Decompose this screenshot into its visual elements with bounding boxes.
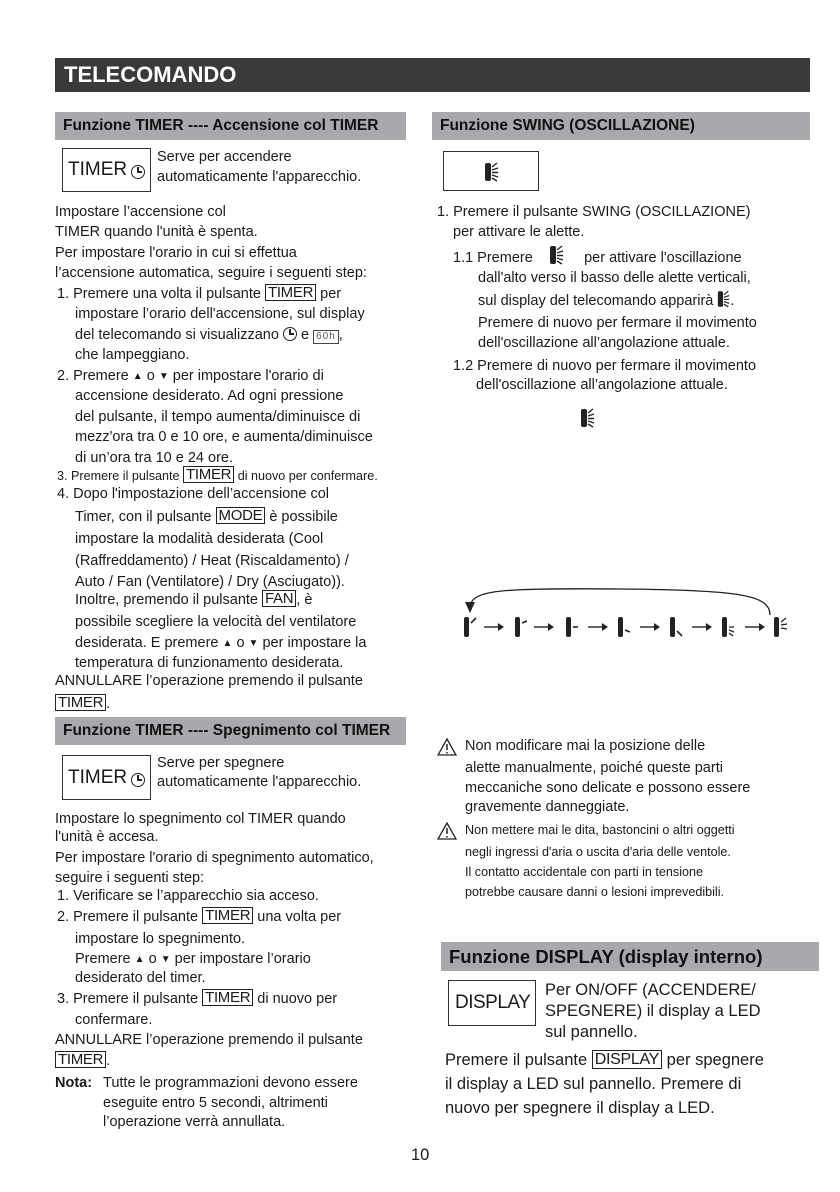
timer-key: TIMER — [55, 694, 106, 711]
text-line — [55, 1051, 110, 1071]
up-arrow-icon: ▲ — [222, 638, 233, 649]
step-3 — [57, 989, 337, 1009]
text: Timer, con il pulsante — [75, 509, 212, 525]
text: 1. Premere una volta il pulsante — [57, 286, 261, 302]
timer-key: TIMER — [265, 284, 316, 301]
swing-icon — [484, 162, 499, 182]
text-line: Per impostare l'orario in cui si effettua — [55, 245, 297, 261]
text: o — [148, 951, 157, 967]
text-line: il display a LED sul pannello. Premere di — [445, 1075, 742, 1093]
warning-line: alette manualmente, poiché queste parti — [465, 760, 723, 776]
display-button-illustration — [448, 980, 536, 1026]
swing-icon — [549, 245, 564, 265]
desc-line: Serve per accendere — [157, 149, 292, 165]
text: 3. Premere il pulsante — [57, 991, 199, 1007]
section-header-timer-off: Funzione TIMER ---- Spegnimento col TIMER — [55, 717, 406, 745]
text-line — [75, 507, 338, 527]
note-label: Nota: — [55, 1075, 93, 1091]
clock-icon — [131, 773, 145, 787]
text-line: Auto / Fan (Ventilatore) / Dry (Asciugato)). — [75, 574, 345, 590]
text: Premere il pulsante — [445, 1051, 588, 1069]
section-header-timer-on: Funzione TIMER ---- Accensione col TIMER — [55, 112, 406, 140]
desc-line: automaticamente l'apparecchio. — [157, 774, 362, 790]
text-line: dell'oscillazione all’angolazione attuale. — [476, 377, 728, 393]
text-line: ANNULLARE l’operazione premendo il pulsante — [55, 1032, 363, 1048]
desc-line: Per ON/OFF (ACCENDERE/ — [545, 981, 756, 999]
swing-icon — [717, 290, 730, 308]
text-line: l’accensione automatica, seguire i seguenti step: — [55, 265, 367, 281]
text: . — [730, 293, 735, 309]
timer-key: TIMER — [55, 1051, 106, 1068]
page-number: 10 — [411, 1146, 430, 1164]
text: sul display del telecomando apparirà — [478, 293, 714, 309]
note-line: eseguite entro 5 secondi, altrimenti — [103, 1095, 328, 1111]
text: 2. Premere — [57, 368, 129, 384]
text-line: desiderato del timer. — [75, 970, 206, 986]
text-line: seguire i seguenti step: — [55, 870, 205, 886]
warning-icon — [437, 822, 457, 840]
display-button-label: DISPLAY — [455, 992, 531, 1013]
step-2 — [57, 907, 341, 927]
up-arrow-icon: ▲ — [134, 954, 145, 965]
text: desiderata. E premere — [75, 635, 219, 651]
timer-button-label: TIMER — [68, 767, 128, 788]
text-line: nuovo per spegnere il display a LED. — [445, 1099, 715, 1117]
text: del telecomando si visualizzano — [75, 327, 279, 343]
warning-line: negli ingressi d'aria o uscita d'aria delle ventole. — [465, 845, 731, 859]
text: o — [236, 635, 245, 651]
text: una volta per — [257, 909, 342, 925]
louver-position-sequence-diagram — [440, 575, 790, 645]
text-line: confermare. — [75, 1012, 153, 1028]
text-line: dall'alto verso il basso delle alette verticali, — [478, 270, 751, 286]
timer-button-illustration — [62, 755, 151, 800]
text: per spegnere — [666, 1051, 764, 1069]
text-line: ANNULLARE l’operazione premendo il pulsante — [55, 673, 363, 689]
text-line: possibile scegliere la velocità del ventilatore — [75, 614, 357, 630]
text: Inoltre, premendo il pulsante — [75, 592, 258, 608]
swing-button-illustration — [443, 151, 539, 191]
timer-button-illustration — [62, 148, 151, 192]
warning-line: Non modificare mai la posizione delle — [465, 738, 706, 754]
page-title: TELECOMANDO — [55, 58, 810, 92]
text-line: temperatura di funzionamento desiderata. — [75, 655, 344, 671]
loop-arrowhead — [465, 602, 475, 613]
text: di nuovo per — [257, 991, 338, 1007]
text: per — [320, 286, 342, 302]
display-readout: 60h — [313, 330, 339, 344]
text-line: impostare la modalità desiderata (Cool — [75, 531, 324, 547]
text-line — [75, 325, 343, 345]
timer-button-label: TIMER — [68, 159, 128, 180]
text-line: impostare lo spegnimento. — [75, 931, 246, 947]
text-line: per attivare le alette. — [453, 224, 585, 240]
up-arrow-icon: ▲ — [132, 371, 143, 382]
desc-line: automaticamente l'apparecchio. — [157, 169, 362, 185]
text-line — [75, 590, 312, 610]
warning-line: gravemente danneggiate. — [465, 799, 630, 815]
text-line: TIMER quando l'unità è spenta. — [55, 224, 258, 240]
text-line: impostare l’orario dell'accensione, sul display — [75, 306, 365, 322]
step-2 — [57, 366, 324, 387]
down-arrow-icon: ▼ — [248, 638, 259, 649]
text-line: accensione desiderato. Ad ogni pressione — [75, 388, 344, 404]
text: di nuovo per confermare. — [237, 469, 378, 483]
text-line: Impostare l’accensione col — [55, 204, 226, 220]
text: per impostare l'orario di — [172, 368, 324, 384]
step-1-1 — [453, 245, 742, 268]
note-line: Tutte le programmazioni devono essere — [103, 1075, 358, 1091]
text: 3. Premere il pulsante — [57, 469, 180, 483]
text-line: Per impostare l'orario di spegnimento automatico, — [55, 850, 374, 866]
step-3 — [57, 466, 378, 486]
text-line: mezz'ora tra 0 e 10 ore, e aumenta/diminuisce — [75, 429, 373, 445]
text-line: di un’ora tra 10 e 24 ore. — [75, 450, 233, 466]
text: è possibile — [269, 509, 338, 525]
desc-line: sul pannello. — [545, 1023, 638, 1041]
warning-line: meccaniche sono delicate e possono essere — [465, 780, 751, 796]
text-line — [75, 949, 311, 970]
display-key: DISPLAY — [592, 1050, 662, 1069]
desc-line: Serve per spegnere — [157, 755, 285, 771]
text: 1.1 Premere — [453, 250, 533, 266]
section-header-swing: Funzione SWING (OSCILLAZIONE) — [432, 112, 810, 140]
warning-line: potrebbe causare danni o lesioni imprevedibili. — [465, 885, 725, 899]
warning-line: Il contatto accidentale con parti in tensione — [465, 865, 704, 879]
down-arrow-icon: ▼ — [160, 954, 171, 965]
text: , è — [296, 592, 313, 608]
step-1 — [57, 284, 341, 304]
text-line — [445, 1049, 764, 1071]
text: o — [146, 368, 155, 384]
text: per impostare la — [262, 635, 367, 651]
text-line: Impostare lo spegnimento col TIMER quando — [55, 811, 346, 827]
text: Premere — [75, 951, 131, 967]
timer-key: TIMER — [202, 907, 253, 924]
text-line: dell'oscillazione all’angolazione attuale. — [478, 335, 730, 351]
step-1: 1. Premere il pulsante SWING (OSCILLAZIONE) — [437, 204, 751, 220]
text-line — [55, 694, 110, 714]
text: 2. Premere il pulsante — [57, 909, 199, 925]
desc-line: SPEGNERE) il display a LED — [545, 1002, 761, 1020]
note-line: l’operazione verrà annullata. — [103, 1114, 286, 1130]
step-4: 4. Dopo l'impostazione dell’accensione col — [57, 486, 329, 502]
clock-icon — [283, 327, 297, 341]
timer-key: TIMER — [183, 466, 234, 483]
text-line: Premere di nuovo per fermare il movimento — [478, 315, 757, 331]
text: , — [338, 327, 343, 343]
text: . — [106, 696, 111, 712]
timer-key: TIMER — [202, 989, 253, 1006]
text-line: che lampeggiano. — [75, 347, 190, 363]
swing-icon — [580, 407, 595, 429]
text-line: l'unità è accesa. — [55, 829, 159, 845]
text: per attivare l'oscillazione — [584, 250, 742, 266]
clock-icon — [131, 165, 145, 179]
text-line: (Raffreddamento) / Heat (Riscaldamento) / — [75, 553, 349, 569]
fan-key: FAN — [262, 590, 296, 607]
warning-line: Non mettere mai le dita, bastoncini o altri oggetti — [465, 823, 735, 837]
text-line — [478, 290, 734, 311]
down-arrow-icon: ▼ — [158, 371, 169, 382]
loop-arrow — [470, 589, 770, 615]
text-line — [75, 633, 366, 654]
warning-icon — [437, 738, 457, 756]
text: e — [300, 327, 310, 343]
section-header-display: Funzione DISPLAY (display interno) — [441, 942, 819, 971]
mode-key: MODE — [216, 507, 266, 524]
step-1-2: 1.2 Premere di nuovo per fermare il movimento — [453, 358, 757, 374]
text: per impostare l’orario — [174, 951, 311, 967]
text-line: del pulsante, il tempo aumenta/diminuisce di — [75, 409, 361, 425]
text: . — [106, 1053, 111, 1069]
step-1: 1. Verificare se l’apparecchio sia acceso. — [57, 888, 319, 904]
